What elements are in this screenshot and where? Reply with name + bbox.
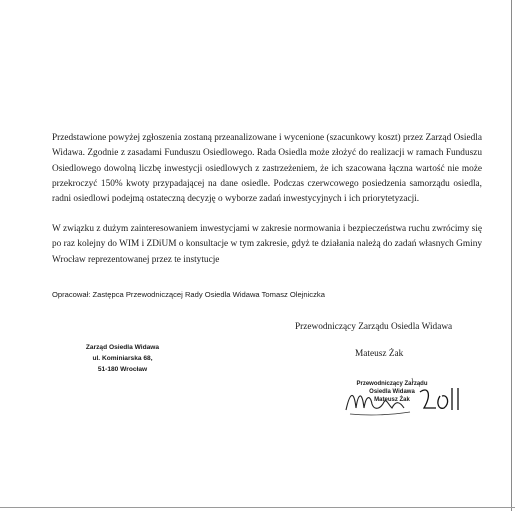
- chair-name: Mateusz Żak: [355, 349, 404, 359]
- paragraph-analysis: Przedstawione powyżej zgłoszenia zostaną przeanalizowane i wycenione (szacunkowy koszt) przez Zarząd Osiedla Widawa. Zgodnie z zasadami Funduszu Osiedlowego. Rada Osiedla może złożyć do realizacji w ramach Funduszu Osiedlowego dowolną liczbę inwestycji osiedlowych z zastrzeżeniem, że ich szacowana łączna wartość nie może przekroczyć 150% kwoty przypadającej na dane osiedle. Podczas czerwcowego posiedzenia samorządu osiedla, radni osiedlowi podejmą ostateczną decyzję o wyborze zadań inwestycyjnych i ich priorytetyzacji.: [52, 133, 482, 205]
- page-edge-right: [511, 0, 512, 511]
- address-stamp-line3: 51-180 Wrocław: [97, 366, 148, 373]
- prepared-by-note: Opracował: Zastępca Przewodniczącej Rady Osiedla Widawa Tomasz Olejniczka: [52, 290, 325, 299]
- address-stamp-line1: Zarząd Osiedla Widawa: [85, 344, 160, 351]
- signature-stamp: [352, 380, 432, 404]
- page-edge-bottom: [0, 507, 515, 508]
- address-stamp: [80, 342, 165, 375]
- signature-stamp-line2: Osiedla Widawa: [369, 389, 415, 395]
- signature-stamp-line3: Mateusz Żak: [374, 397, 410, 403]
- signature-stamp-line1: Przewodniczący Zarządu: [356, 381, 428, 387]
- address-stamp-line2: ul. Kominiarska 68,: [92, 355, 153, 362]
- chair-title: Przewodniczący Zarządu Osiedla Widawa: [295, 322, 453, 332]
- paragraph-consultation: W związku z dużym zainteresowaniem inwestycjami w zakresie normowania i bezpieczeństwa ruchu zwrócimy się po raz kolejny do WIM i ZDiUM o konsultacje w tym zakresie, gdyż te działania należą do zadań własnych Gminy Wrocław reprezentowanej przez te instytucje: [52, 224, 482, 265]
